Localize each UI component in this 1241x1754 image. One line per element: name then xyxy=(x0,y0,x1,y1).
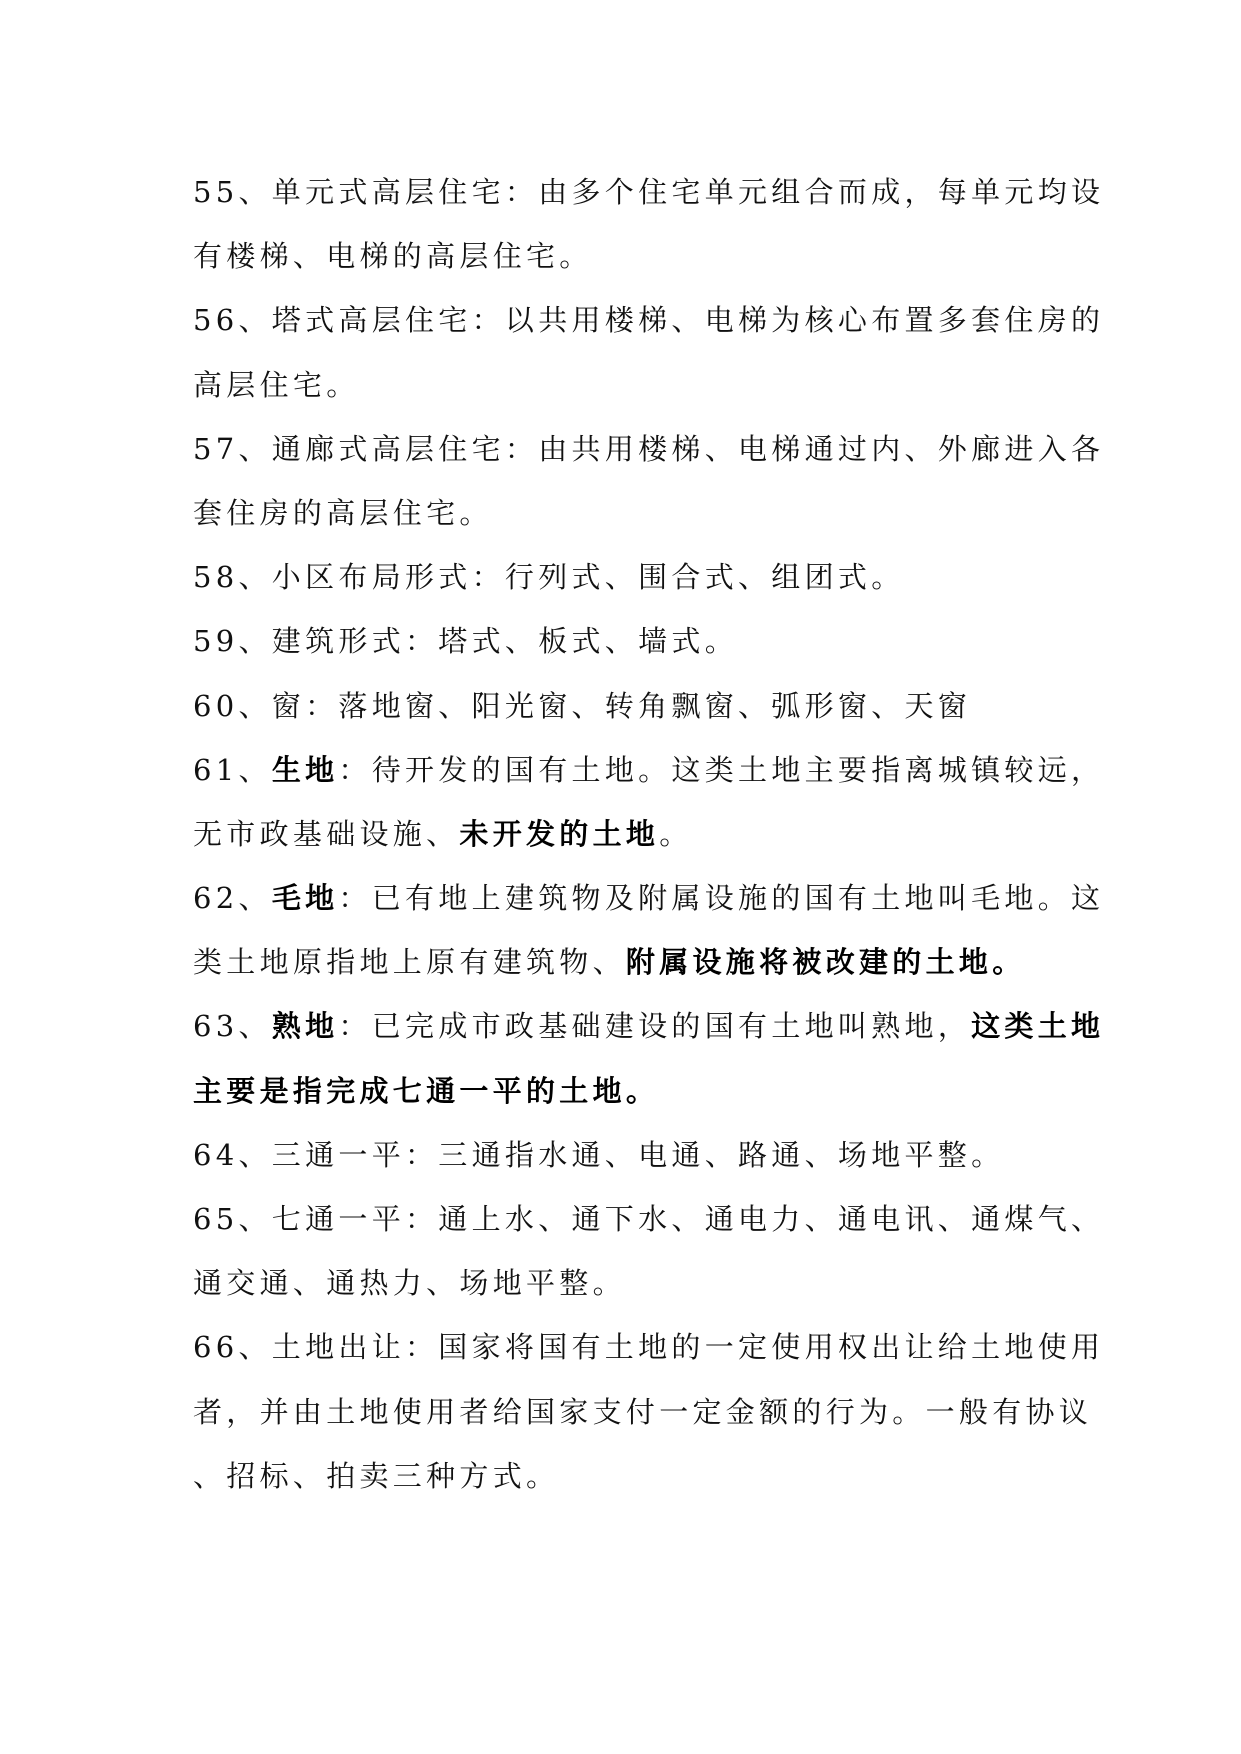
text-segment: ：待开发的国有土地。这类土地主要指离城镇较远， xyxy=(338,752,1105,787)
text-segment: 者，并由土地使用者给国家支付一定金额的行为。一般有协议 xyxy=(193,1394,1093,1429)
text-segment: 57、通廊式高层住宅：由共用楼梯、电梯通过内、外廊进入各 xyxy=(193,431,1105,466)
text-line xyxy=(193,1187,1105,1251)
text-line xyxy=(193,930,1043,994)
text-segment: 63、 xyxy=(193,1009,272,1044)
text-segment: ：已完成市政基础建设的国有土地叫熟地， xyxy=(338,1009,972,1044)
text-segment: 64、三通一平：三通指水通、电通、路通、场地平整。 xyxy=(193,1137,1005,1172)
text-segment: 无市政基础设施、 xyxy=(193,816,460,851)
text-segment: 55、单元式高层住宅：由多个住宅单元组合而成，每单元均设 xyxy=(193,175,1105,209)
text-line xyxy=(193,1059,1043,1123)
text-line xyxy=(193,1251,1043,1315)
text-segment: 。 xyxy=(659,816,693,851)
text-segment: 62、 xyxy=(193,881,272,916)
text-segment: 有楼梯、电梯的高层住宅。 xyxy=(193,239,593,274)
text-line xyxy=(193,1444,1043,1508)
text-segment: 通交通、通热力、场地平整。 xyxy=(193,1266,626,1301)
text-line xyxy=(193,609,1043,673)
text-segment: 65、七通一平：通上水、通下水、通电力、通电讯、通煤气、 xyxy=(193,1202,1105,1236)
text-line xyxy=(193,417,1105,481)
text-segment: 高层住宅。 xyxy=(193,367,360,402)
text-segment: 66、土地出让：国家将国有土地的一定使用权出让给土地使用 xyxy=(193,1330,1105,1365)
text-segment: 套住房的高层住宅。 xyxy=(193,495,493,530)
text-line xyxy=(193,802,1043,866)
text-segment: 类土地原指地上原有建筑物、 xyxy=(193,945,626,980)
text-line xyxy=(193,288,1105,352)
bold-text-segment: 未开发的土地 xyxy=(459,816,660,851)
document-body xyxy=(193,160,1105,1508)
text-line xyxy=(193,160,1105,224)
bold-text-segment: 熟地 xyxy=(271,1009,339,1044)
text-line xyxy=(193,738,1105,802)
bold-text-segment: 这类土地 xyxy=(971,1009,1105,1044)
text-segment: 59、建筑形式：塔式、板式、墙式。 xyxy=(193,624,739,659)
text-segment: ：已有地上建筑物及附属设施的国有土地叫毛地。这 xyxy=(338,881,1105,916)
text-line xyxy=(193,674,1043,738)
bold-text-segment: 毛地 xyxy=(271,881,339,916)
text-segment: 58、小区布局形式：行列式、围合式、组团式。 xyxy=(193,560,905,595)
text-line xyxy=(193,353,1043,417)
text-segment: 61、 xyxy=(193,752,272,787)
text-line xyxy=(193,866,1105,930)
text-segment: 、招标、拍卖三种方式。 xyxy=(193,1458,560,1493)
text-line xyxy=(193,994,1105,1058)
text-line xyxy=(193,224,1043,288)
text-line xyxy=(193,545,1043,609)
text-line xyxy=(193,1380,1093,1444)
bold-text-segment: 附属设施将被改建的土地。 xyxy=(625,945,1026,980)
text-segment: 60、窗：落地窗、阳光窗、转角飘窗、弧形窗、天窗 xyxy=(193,688,972,723)
text-segment: 56、塔式高层住宅：以共用楼梯、电梯为核心布置多套住房的 xyxy=(193,303,1105,338)
bold-text-segment: 生地 xyxy=(271,752,339,787)
bold-text-segment: 主要是指完成七通一平的土地。 xyxy=(193,1073,660,1108)
text-line xyxy=(193,1123,1043,1187)
text-line xyxy=(193,481,1043,545)
text-line xyxy=(193,1315,1105,1379)
